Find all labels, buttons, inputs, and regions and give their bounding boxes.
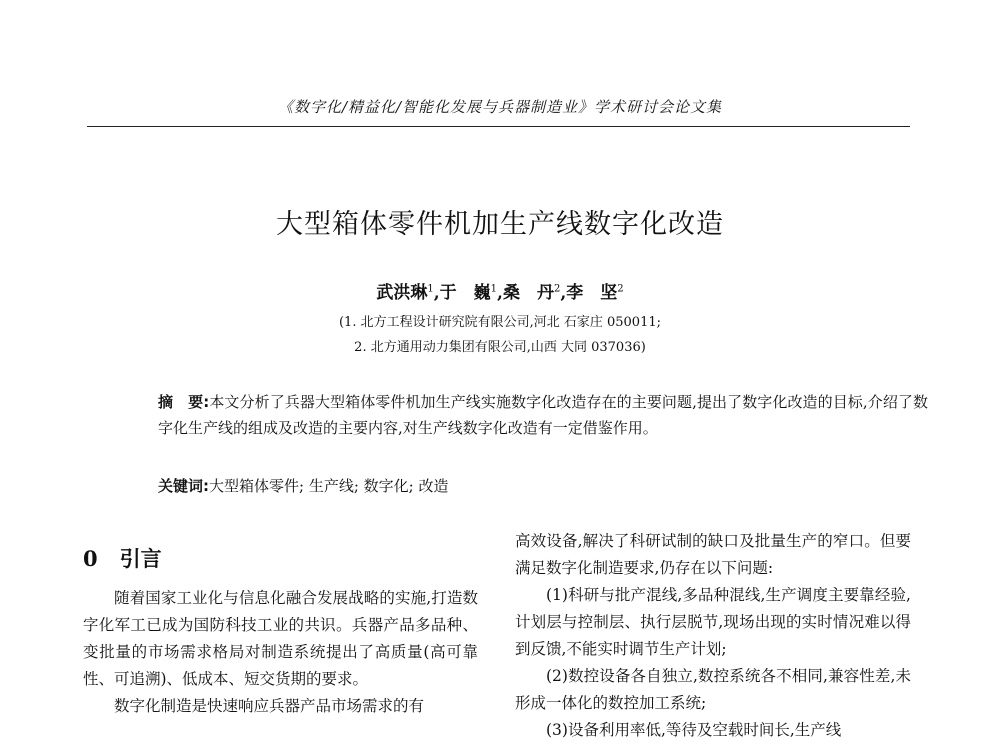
paper-title: 大型箱体零件机加生产线数字化改造 [276, 209, 724, 240]
author-name: 武洪琳 [376, 283, 428, 303]
author-separator: , [560, 283, 567, 303]
right-column [515, 528, 911, 744]
abstract-text: 本文分析了兵器大型箱体零件机加生产线实施数字化改造存在的主要问题,提出了数字化改造的目标,介绍了数字化生产线的组成及改造的主要内容,对生产线数字化改造有一定借鉴作用。 [158, 393, 929, 437]
section-title: 引言 [119, 547, 162, 571]
abstract [118, 389, 928, 441]
keywords-text: 大型箱体零件; 生产线; 数字化; 改造 [209, 477, 449, 495]
body-paragraph: 随着国家工业化与信息化融合发展战略的实施,打造数字化军工已成为国防科技工业的共识。兵器产品多品种、变批量的市场需求格局对制造系统提出了高质量(高可靠性、可追溯)、低成本、短交货期的要求。 [83, 589, 478, 688]
author-name: 于 巍 [439, 283, 491, 303]
author-name: 李 坚 [566, 283, 618, 303]
author-affiliation-mark: 2 [553, 283, 561, 295]
body-paragraph: (3)设备利用率低,等待及空载时间长,生产线 [546, 721, 842, 739]
header-rule [87, 126, 910, 127]
keywords [158, 473, 878, 499]
author-affiliation-mark: 2 [617, 283, 624, 295]
body-paragraph: 高效设备,解决了科研试制的缺口及批量生产的窄口。但要满足数字化制造要求,仍存在以下问题: [515, 532, 911, 577]
author-list [0, 278, 1000, 303]
left-column [83, 585, 478, 720]
author-affiliation-mark: 1 [490, 283, 498, 295]
affiliation-line: 2. 北方通用动力集团有限公司,山西 大同 037036) [354, 340, 646, 355]
author-separator: , [433, 283, 440, 303]
author-name: 桑 丹 [502, 283, 554, 303]
affiliation-line: (1. 北方工程设计研究院有限公司,河北 石家庄 050011; [338, 315, 661, 330]
body-paragraph: 数字化制造是快速响应兵器产品市场需求的有 [114, 697, 425, 715]
abstract-label: 摘 要: [158, 393, 210, 411]
body-paragraph: (2)数控设备各自独立,数控系统各不相同,兼容性差,未形成一体化的数控加工系统; [515, 667, 911, 712]
author-separator: , [497, 283, 503, 303]
section-heading [83, 543, 162, 573]
section-number: 0 [83, 546, 98, 571]
body-paragraph: (1)科研与批产混线,多品种混线,生产调度主要靠经验,计划层与控制层、执行层脱节,现场出现的实时情况难以得到反馈,不能实时调节生产计划; [515, 586, 911, 658]
keywords-label: 关键词: [158, 477, 209, 495]
author-affiliation-mark: 1 [427, 283, 434, 295]
running-head: 《数字化/精益化/智能化发展与兵器制造业》学术研讨会论文集 [277, 98, 723, 116]
